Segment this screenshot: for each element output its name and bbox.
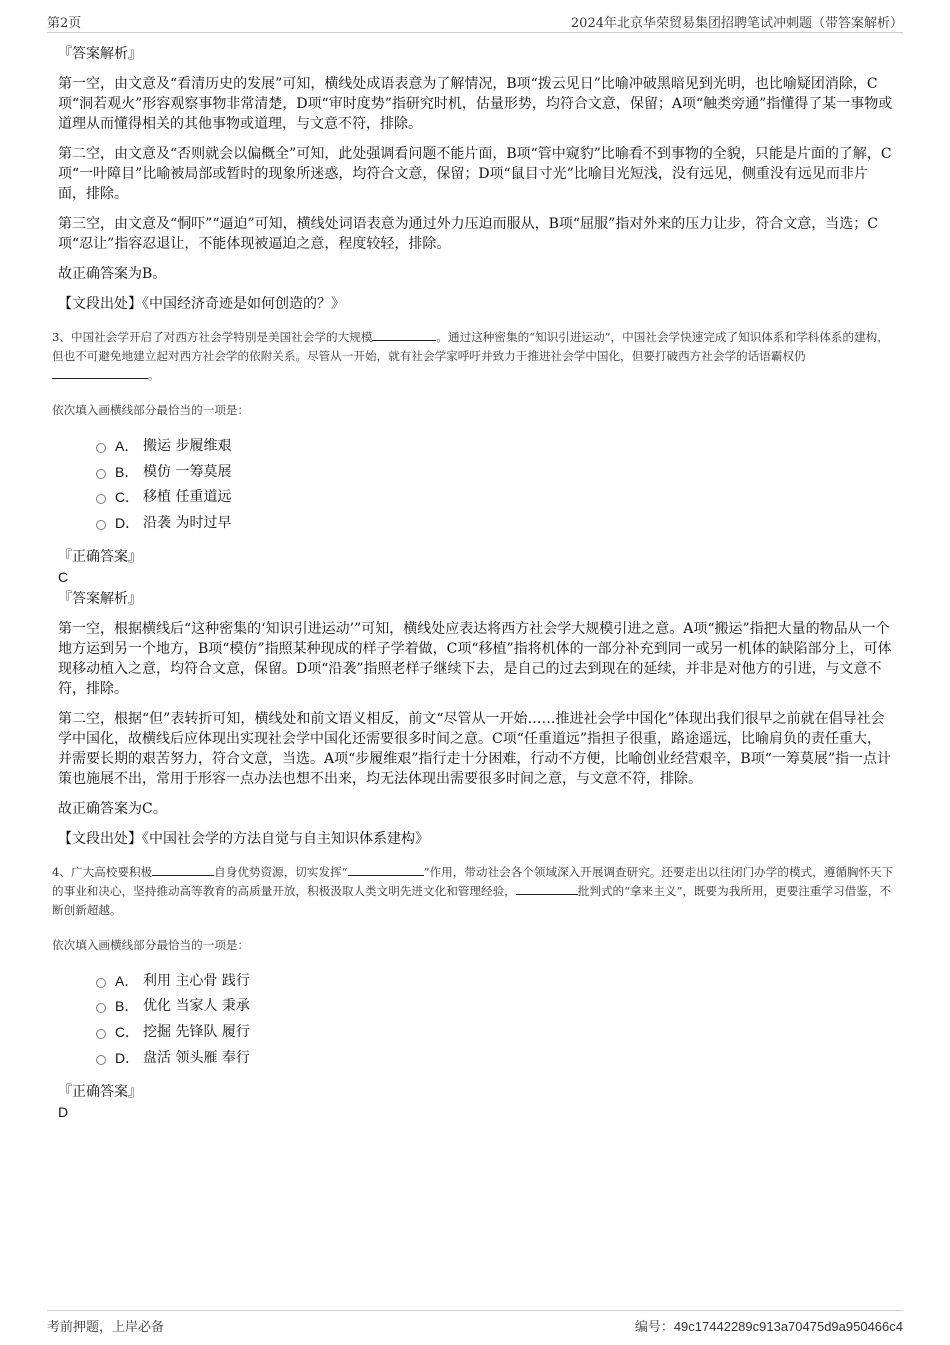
- analysis-paragraph: 第一空，根据横线后“这种密集的‘知识引进运动’”可知，横线处应表达将西方社会学大规模引进之意。A项“搬运”指把大量的物品从一个地方运到另一个地方，B项“模仿”指照某种现成的样子学着做，C项“移植”指将机体的一部分补充到同一或另一机体的缺陷部分上，可体现移动植入之意，均符合文意，保留。D项“沿袭”指照老样子继续下去，是自己的过去到现在的延续，并非是对他方的引进，与文意不符，排除。: [58, 620, 892, 697]
- correct-answer-value: D: [58, 1103, 69, 1120]
- question-3-options: [96, 434, 894, 537]
- analysis-conclusion: 故正确答案为B。: [58, 266, 167, 282]
- option-a[interactable]: A． 搬运 步履维艰: [96, 434, 894, 460]
- option-b[interactable]: B． 优化 当家人 秉承: [96, 994, 894, 1020]
- correct-answer-label: 『正确答案』: [58, 1083, 142, 1100]
- passage-source: 【文段出处】《中国经济奇迹是如何创造的？》: [58, 296, 345, 312]
- answer-blank: [372, 328, 436, 341]
- radio-icon[interactable]: [96, 1003, 106, 1013]
- option-d[interactable]: D． 盘活 领头雁 奉行: [96, 1046, 894, 1072]
- page-header: [47, 10, 903, 33]
- question-4-prompt: 依次填入画横线部分最恰当的一项是：: [52, 937, 250, 952]
- answer-blank: [52, 366, 148, 379]
- option-c[interactable]: C． 移植 任重道远: [96, 485, 894, 511]
- analysis-label: 『答案解析』: [58, 46, 142, 62]
- footer-slogan: 考前押题，上岸必备: [47, 1320, 165, 1335]
- answer-blank: [348, 863, 424, 876]
- analysis-conclusion: 故正确答案为C。: [58, 800, 167, 817]
- radio-icon[interactable]: [96, 978, 106, 988]
- radio-icon[interactable]: [96, 469, 106, 479]
- passage-source: 【文段出处】《中国社会学的方法自觉与自主知识体系建构》: [58, 830, 429, 847]
- analysis-paragraph: 第三空，由文意及“恫吓”“逼迫”可知，横线处词语表意为通过外力压迫而服从，B项“屈服”指对外来的压力让步，符合文意，当选；C项“忍让”指容忍退让，不能体现被逼迫之意，程度较轻，排除。: [58, 216, 878, 252]
- option-d[interactable]: D． 沿袭 为时过早: [96, 511, 894, 537]
- radio-icon[interactable]: [96, 520, 106, 530]
- radio-icon[interactable]: [96, 494, 106, 504]
- page-number: 第2页: [47, 16, 82, 31]
- answer-blank: [516, 882, 578, 895]
- answer-blank: [152, 863, 214, 876]
- analysis-label: 『答案解析』: [58, 590, 142, 607]
- question-4-options: [96, 969, 894, 1072]
- document-title: 2024年北京华荣贸易集团招聘笔试冲刺题（带答案解析）: [570, 16, 903, 31]
- question-4-stem: 4、广大高校要积极 自身优势资源，切实发挥“ ”作用，带动社会各个领域深入开展调查研究。还要走出以往闭门办学的模式，遵循胸怀天下的事业和决心，坚持推动高等教育的高质量开放，积极汲取人类文明先进文化和管理经验， 批判式的“拿来主义”，既要为我所用，更要注重学习借鉴，不断创新超越。: [52, 864, 894, 917]
- document-id: 编号：49c17442289c913a70475d9a950466c4: [634, 1319, 903, 1334]
- correct-answer-value: C: [58, 568, 69, 585]
- option-c[interactable]: C． 挖掘 先锋队 履行: [96, 1020, 894, 1046]
- radio-icon[interactable]: [96, 1055, 106, 1065]
- analysis-paragraph: 第二空，根据“但”表转折可知，横线处和前文语义相反，前文“尽管从一开始……推进社会学中国化”体现出我们很早之前就在倡导社会学中国化，故横线后应体现出实现社会学中国化还需要很多时间之意。C项“任重道远”指担子很重，路途遥远，比喻肩负的责任重大，并需要长期的艰苦努力，符合文意，当选。A项“步履维艰”指行走十分困难，行动不方便，比喻创业经营艰辛，B项“一筹莫展”指一点计策也施展不出，常用于形容一点办法也想不出来，均无法体现出需要很多时间之意，与文意不符，排除。: [58, 710, 892, 787]
- radio-icon[interactable]: [96, 1029, 106, 1039]
- analysis-paragraph: 第一空，由文意及“看清历史的发展”可知，横线处成语表意为了解情况，B项“拨云见日”比喻冲破黑暗见到光明，也比喻疑团消除，C项“洞若观火”形容观察事物非常清楚，D项“审时度势”指研究时机，估量形势，均符合文意，保留；A项“触类旁通”指懂得了某一事物或道理从而懂得相关的其他事物或道理，与文意不符，排除。: [58, 76, 893, 132]
- correct-answer-label: 『正确答案』: [58, 548, 142, 565]
- question-3-prompt: 依次填入画横线部分最恰当的一项是：: [52, 403, 250, 417]
- document-body: [52, 44, 894, 1124]
- analysis-paragraph: 第二空，由文意及“否则就会以偏概全”可知，此处强调看问题不能片面，B项“管中窥豹”比喻看不到事物的全貌，只能是片面的了解，C项“一叶障目”比喻被局部或暂时的现象所迷惑，均符合文意，保留；D项“鼠目寸光”比喻目光短浅，没有远见，侧重没有远见而非片面，排除。: [58, 146, 892, 202]
- page-footer: [47, 1310, 903, 1337]
- option-a[interactable]: A． 利用 主心骨 践行: [96, 969, 894, 995]
- radio-icon[interactable]: [96, 443, 106, 453]
- option-b[interactable]: B． 模仿 一筹莫展: [96, 460, 894, 486]
- question-3-stem: 3、中国社会学开启了对西方社会学特别是美国社会学的大规模 。通过这种密集的“知识引进运动”，中国社会学快速完成了知识体系和学科体系的建构，但也不可避免地建立起对西方社会学的依附关系。尽管从一开始，就有社会学家呼吁并致力于推进社会学中国化，但要打破西方社会学的话语霸权仍。: [52, 330, 889, 382]
